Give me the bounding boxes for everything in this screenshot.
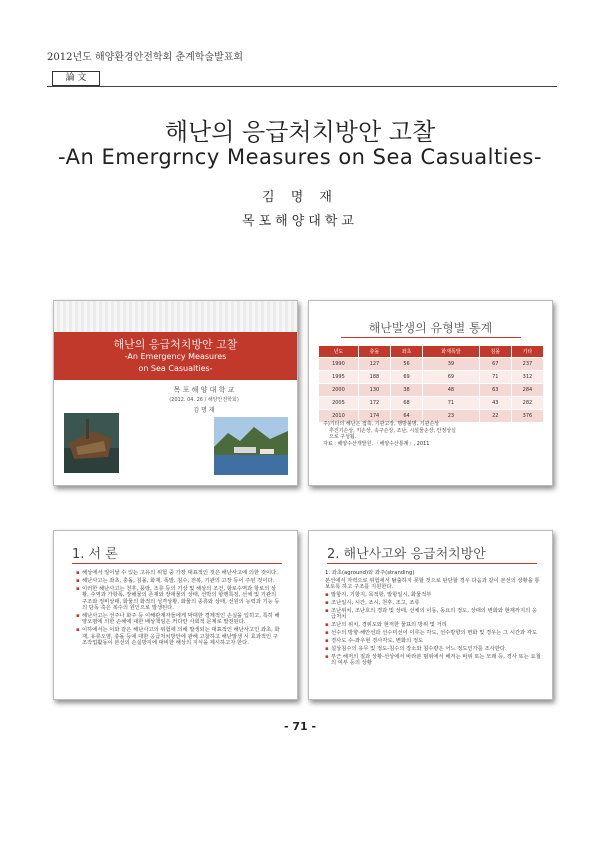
paper-type-tag: 論 文 bbox=[52, 71, 100, 86]
list-item bbox=[325, 638, 541, 644]
table-cell: 188 bbox=[358, 371, 390, 384]
table-cell: 237 bbox=[511, 358, 543, 371]
table-header-cell: 침몰 bbox=[479, 346, 511, 358]
slide4-bullet-list bbox=[325, 570, 541, 668]
section-intro: 본선에서 자력으로 위험에서 탈출하지 못할 것으로 판단할 경우 다음과 같이 본선의 상황을 통보토록 하고 구조를 지원한다. bbox=[325, 577, 540, 591]
paper-title-korean: 해난의 응급처치방안 고찰 bbox=[164, 118, 436, 146]
slide4-title: 2. 해난사고와 응급처치방안 bbox=[327, 547, 486, 562]
table-row bbox=[319, 358, 544, 371]
note-line: 으로 구성됨. bbox=[329, 434, 357, 440]
table-cell: 69 bbox=[391, 371, 423, 384]
table-cell: 71 bbox=[479, 371, 511, 384]
slide-header-texture bbox=[54, 301, 297, 332]
bullet-icon: ▪ bbox=[325, 622, 329, 629]
conference-header: 2012년도 해양환경안전학회 춘계학술발표회 bbox=[47, 52, 244, 63]
bullet-icon: ▪ bbox=[325, 653, 329, 660]
slide-emergency-measures bbox=[308, 530, 553, 700]
slide2-table-note bbox=[323, 421, 543, 447]
list-item bbox=[76, 578, 281, 584]
table-cell: 71 bbox=[423, 397, 480, 410]
table-row bbox=[319, 371, 544, 384]
list-item bbox=[325, 600, 541, 606]
table-cell: 67 bbox=[479, 358, 511, 371]
list-item-text: 발항지, 기항지, 목적항, 발항일시, 화물적부 bbox=[331, 592, 432, 599]
slide1-title: 해난의 응급처치방안 고찰 bbox=[113, 338, 238, 351]
bullet-icon: ▪ bbox=[325, 630, 329, 637]
list-item-text: 경사도 수-좌우현 경사각도, 변화의 정도 bbox=[331, 638, 424, 645]
slide1-subtitle-line1: -An Emergency Measures bbox=[124, 352, 227, 361]
slide3-title: 1. 서 론 bbox=[72, 547, 118, 562]
list-item-text: 선수의 방향·해안선과 선수미선이 이루는 각도, 선수방향의 변화 및 경우는 그 시간과 각도 bbox=[331, 630, 538, 637]
slide-statistics bbox=[308, 300, 553, 486]
table-cell: 284 bbox=[511, 384, 543, 397]
slide4-title-underline bbox=[327, 563, 537, 564]
table-cell: 127 bbox=[358, 358, 390, 371]
table-cell: 69 bbox=[423, 371, 480, 384]
slide1-subtitle-line2: on Sea Casualties- bbox=[138, 364, 213, 373]
table-cell: 64 bbox=[391, 410, 423, 423]
slide2-title-underline bbox=[341, 337, 521, 338]
bullet-icon: ▪ bbox=[325, 646, 329, 653]
list-item-text: 조난일시, 시간, 조시, 천후, 조고, 조류 bbox=[331, 600, 420, 607]
list-item-text: 조난위치, 조난호의 경과 및 상태, 선체의 이동, 동요의 정도, 상태의 변화와 현재까지의 응급처치 bbox=[331, 608, 538, 621]
slide2-title: 해난발생의 유형별 통계 bbox=[368, 321, 493, 335]
slide-introduction bbox=[53, 530, 298, 700]
bullet-icon: ▪ bbox=[325, 638, 329, 645]
bullet-icon: ▪ bbox=[76, 612, 80, 619]
header-divider bbox=[47, 86, 557, 87]
table-cell: 48 bbox=[423, 384, 480, 397]
paper-author: 김 명 재 bbox=[262, 190, 338, 205]
table-cell: 172 bbox=[358, 397, 390, 410]
casualty-statistics-table bbox=[318, 345, 544, 423]
table-header-cell: 화재폭발 bbox=[423, 346, 480, 358]
list-item-text: 설상침수의 유무 및 정도-침수의 장소와 침수량은 어느 정도인가를 조사한다. bbox=[331, 646, 507, 653]
table-cell: 376 bbox=[511, 410, 543, 423]
table-row bbox=[319, 384, 544, 397]
note-source: 자료 : 해양수산개발원, 「해양수산통계」, 2011 bbox=[323, 440, 430, 447]
table-cell: 282 bbox=[511, 397, 543, 410]
note-line: 추진기손상, 키손상, 속구손상, 조난, 시설물손상, 안정상실 bbox=[329, 427, 456, 434]
list-item-text: 조난의 위치, 경위도와 현저한 물표의 방위 및 거리 bbox=[331, 622, 447, 629]
table-cell: 2000 bbox=[319, 384, 359, 397]
list-item-text: 해난사고는 선주나 화주 등 이해관계자들에게 막대한 경제적인 손실을 입히고, 특히 해양오염에 의한 손해에 대한 배상책임은 커다란 사회적 문제로 발전된다. bbox=[82, 612, 280, 626]
list-item-text: 이하에서는 이와 같은 해난사고의 위험에 의해 발생되는 대표적인 해난사고인 좌초, 화재, 유류오염, 충돌 등에 대한 응급처치방안에 관해 고찰하고 해난발생 시 효과적인 구조작업활동이 본선의 손실방지에 대비한 해상의 지식을 제시하고자 한다. bbox=[82, 627, 280, 647]
table-row bbox=[319, 397, 544, 410]
bullet-icon: ▪ bbox=[76, 585, 80, 592]
table-cell: 130 bbox=[358, 384, 390, 397]
slide3-title-underline bbox=[72, 563, 282, 564]
list-item bbox=[76, 613, 281, 626]
slide3-bullet-list bbox=[76, 570, 281, 648]
table-cell: 38 bbox=[391, 384, 423, 397]
table-cell: 174 bbox=[358, 410, 390, 423]
table-header-cell: 년도 bbox=[319, 346, 359, 358]
table-cell: 23 bbox=[423, 410, 480, 423]
list-item bbox=[325, 630, 541, 636]
list-item bbox=[325, 654, 541, 667]
note-line: 주)기타의 해난은 접촉, 기관고장, 행방불명, 기관손상 bbox=[323, 421, 440, 427]
harbor-photo bbox=[214, 417, 288, 475]
list-item bbox=[76, 586, 281, 612]
table-cell: 1995 bbox=[319, 371, 359, 384]
shipwreck-photo bbox=[64, 413, 119, 473]
table-cell: 1990 bbox=[319, 358, 359, 371]
bullet-icon: ▪ bbox=[76, 577, 80, 584]
section-heading: 1. 좌초(aground)와 좌주(stranding) bbox=[325, 570, 415, 576]
table-cell: 2010 bbox=[319, 410, 359, 423]
paper-title-english: -An Emergrncy Measures on Sea Casualties- bbox=[58, 145, 542, 169]
slide1-date: (2012. 04. 26 / 해양안전학회) bbox=[169, 397, 239, 403]
table-header-row bbox=[319, 346, 544, 358]
bullet-icon: ▪ bbox=[325, 600, 329, 607]
table-cell: 56 bbox=[391, 358, 423, 371]
list-item bbox=[76, 570, 281, 576]
bullet-icon: ▪ bbox=[76, 627, 80, 634]
bullet-icon: ▪ bbox=[325, 608, 329, 615]
slide1-organization: 목 포 해 양 대 학 교 bbox=[173, 386, 235, 394]
table-cell: 39 bbox=[423, 358, 480, 371]
table-cell: 312 bbox=[511, 371, 543, 384]
table-header-cell: 기타 bbox=[511, 346, 543, 358]
page-number: - 71 - bbox=[283, 720, 317, 733]
table-cell: 2005 bbox=[319, 397, 359, 410]
list-item bbox=[325, 646, 541, 652]
table-cell: 22 bbox=[479, 410, 511, 423]
table-header-cell: 충돌 bbox=[358, 346, 390, 358]
list-item bbox=[325, 608, 541, 621]
list-item bbox=[325, 622, 541, 628]
table-cell: 63 bbox=[479, 384, 511, 397]
paper-affiliation: 목포해양대학교 bbox=[242, 214, 358, 229]
list-item-text: 해난사고는 좌초, 충돌, 침몰, 화재, 폭발, 침수, 전복, 기관의 고장 등이 주된 것이다. bbox=[82, 577, 275, 584]
bullet-icon: ▪ bbox=[325, 592, 329, 599]
list-item bbox=[76, 627, 281, 646]
list-item-text: 부근 해저의 질과 상황-선상에서 바라본 범위에서 해저는 바위 또는 모래 등, 경사 또는 요철의 여부 등의 상황 bbox=[331, 653, 541, 667]
slide-title bbox=[53, 300, 298, 486]
bullet-icon: ▪ bbox=[76, 570, 80, 576]
list-item-text: 해상에서 일어날 수 있는 고유의 위험 중 가장 대표적인 것은 해난사고에 의한 것이다. bbox=[82, 570, 278, 576]
table-cell: 68 bbox=[391, 397, 423, 410]
table-header-cell: 좌초 bbox=[391, 346, 423, 358]
slide1-author: 김 명 재 bbox=[193, 407, 215, 414]
list-item-text: 이러한 해난사고는 천후, 풍랑, 조류 등의 기상 및 해상의 조건, 항로수역과 항로의 상황, 수역과 가항폭, 장해물의 존재와 장애물의 상태, 선박의 항행특징, 선체 및 기관의 구조와 정비상태, 화물의 화적의 성격상황, 화물의 종류와 상태, 선원의 능력과 기능 등의 단독 혹은 복수의 원인으로 발생된다. bbox=[82, 585, 280, 612]
table-cell: 43 bbox=[479, 397, 511, 410]
list-item bbox=[325, 592, 541, 598]
